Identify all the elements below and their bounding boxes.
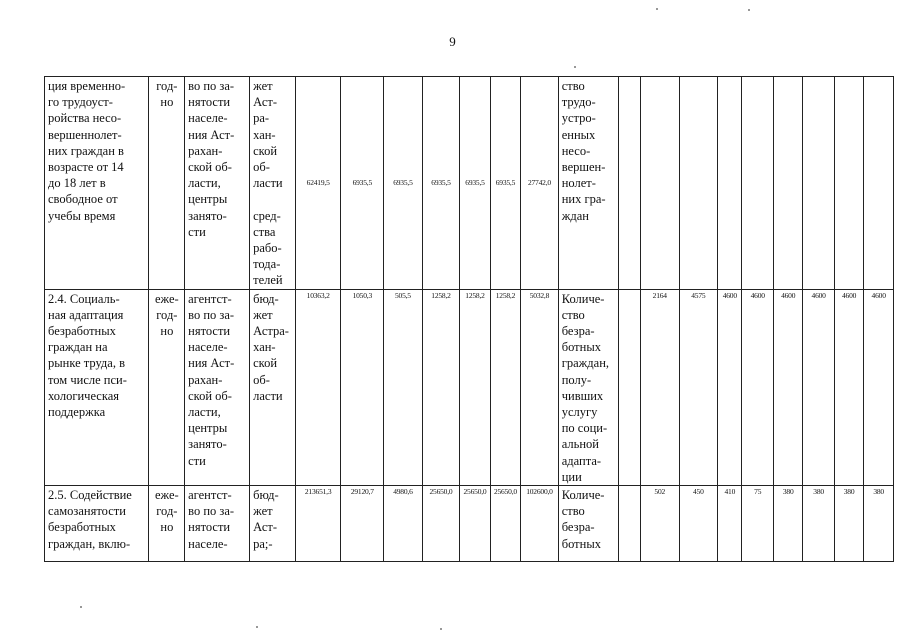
target-value-cell [803,77,834,290]
funding-source-cell: бюд- жет Аст- ра;- [250,486,296,562]
funding-value-cell: 6935,5 [422,77,460,290]
executor-cell: агентст- во по за- нятости населе- ния Аст- рахан- ской об- ласти, центры занято- сти [185,289,250,485]
target-value-cell [640,77,679,290]
target-value-cell: 380 [834,486,863,562]
funding-value-cell: 25650,0 [490,486,520,562]
measure-name-cell: 2.5. Содействие самозанятости безработных граждан, вклю- [45,486,149,562]
target-value-cell: 4600 [803,289,834,485]
funding-value-cell: 1050,3 [341,289,384,485]
funding-value-cell: 25650,0 [422,486,460,562]
target-value-cell [864,77,894,290]
funding-value-cell: 1258,2 [490,289,520,485]
target-value-cell: 2164 [640,289,679,485]
target-value-cell: 380 [864,486,894,562]
funding-value-cell: 10363,2 [295,289,341,485]
scan-speck [656,8,658,10]
funding-value-cell: 6935,5 [384,77,423,290]
target-value-cell [618,486,640,562]
funding-value-cell: 102600,0 [521,486,559,562]
funding-value-cell: 213651,3 [295,486,341,562]
table-row [45,77,894,290]
target-value-cell: 4600 [864,289,894,485]
target-value-cell: 4600 [834,289,863,485]
page-number: 9 [449,34,456,49]
target-value-cell: 4600 [742,289,773,485]
table-row [45,486,894,562]
funding-value-cell: 5032,8 [521,289,559,485]
funding-value-cell: 505,5 [384,289,423,485]
target-value-cell: 75 [742,486,773,562]
target-value-cell [618,289,640,485]
program-table [44,76,894,562]
funding-value-cell: 1258,2 [422,289,460,485]
executor-cell: во по за- нятости населе- ния Аст- рахан- ской об- ласти, центры занято- сти [185,77,250,290]
funding-value-cell: 29120,7 [341,486,384,562]
target-value-cell [834,77,863,290]
funding-value-cell: 25650,0 [460,486,490,562]
funding-value-cell: 4980,6 [384,486,423,562]
target-value-cell [742,77,773,290]
target-value-cell: 4600 [718,289,742,485]
target-value-cell [718,77,742,290]
indicator-cell: Количе- ство безра- ботных [558,486,618,562]
funding-value-cell: 6935,5 [341,77,384,290]
funding-value-cell: 1258,2 [460,289,490,485]
target-value-cell: 4575 [679,289,718,485]
period-cell: год- но [148,77,185,290]
scan-speck [748,9,750,11]
table-row [45,289,894,485]
target-value-cell [773,77,802,290]
funding-source-cell: жет Аст- ра- хан- ской об- ласти сред- ства рабо- тода- телей [250,77,296,290]
scan-speck [80,606,82,608]
scan-speck [574,66,576,68]
target-value-cell: 502 [640,486,679,562]
measure-name-cell: 2.4. Социаль- ная адаптация безработных граждан на рынке труда, в том числе пси- хологическая поддержка [45,289,149,485]
executor-cell: агентст- во по за- нятости населе- [185,486,250,562]
scan-speck [440,628,442,630]
funding-value-cell: 27742,0 [521,77,559,290]
measure-name-cell: ция временно- го трудоуст- ройства несо- вершеннолет- них граждан в возрасте от 14 до 18 лет в свободное от учебы время [45,77,149,290]
target-value-cell: 380 [803,486,834,562]
target-value-cell [679,77,718,290]
target-value-cell: 4600 [773,289,802,485]
funding-source-cell: бюд- жет Астра- хан- ской об- ласти [250,289,296,485]
target-value-cell: 410 [718,486,742,562]
period-cell: еже- год- но [148,486,185,562]
indicator-cell: Количе- ство безра- ботных граждан, полу- чивших услугу по соци- альной адапта- ции [558,289,618,485]
scan-speck [256,626,258,628]
funding-value-cell: 6935,5 [460,77,490,290]
target-value-cell [618,77,640,290]
target-value-cell: 450 [679,486,718,562]
period-cell: еже- год- но [148,289,185,485]
target-value-cell: 380 [773,486,802,562]
indicator-cell: ство трудо- устро- енных несо- вершен- нолет- них гра- ждан [558,77,618,290]
funding-value-cell: 62419,5 [295,77,341,290]
funding-value-cell: 6935,5 [490,77,520,290]
